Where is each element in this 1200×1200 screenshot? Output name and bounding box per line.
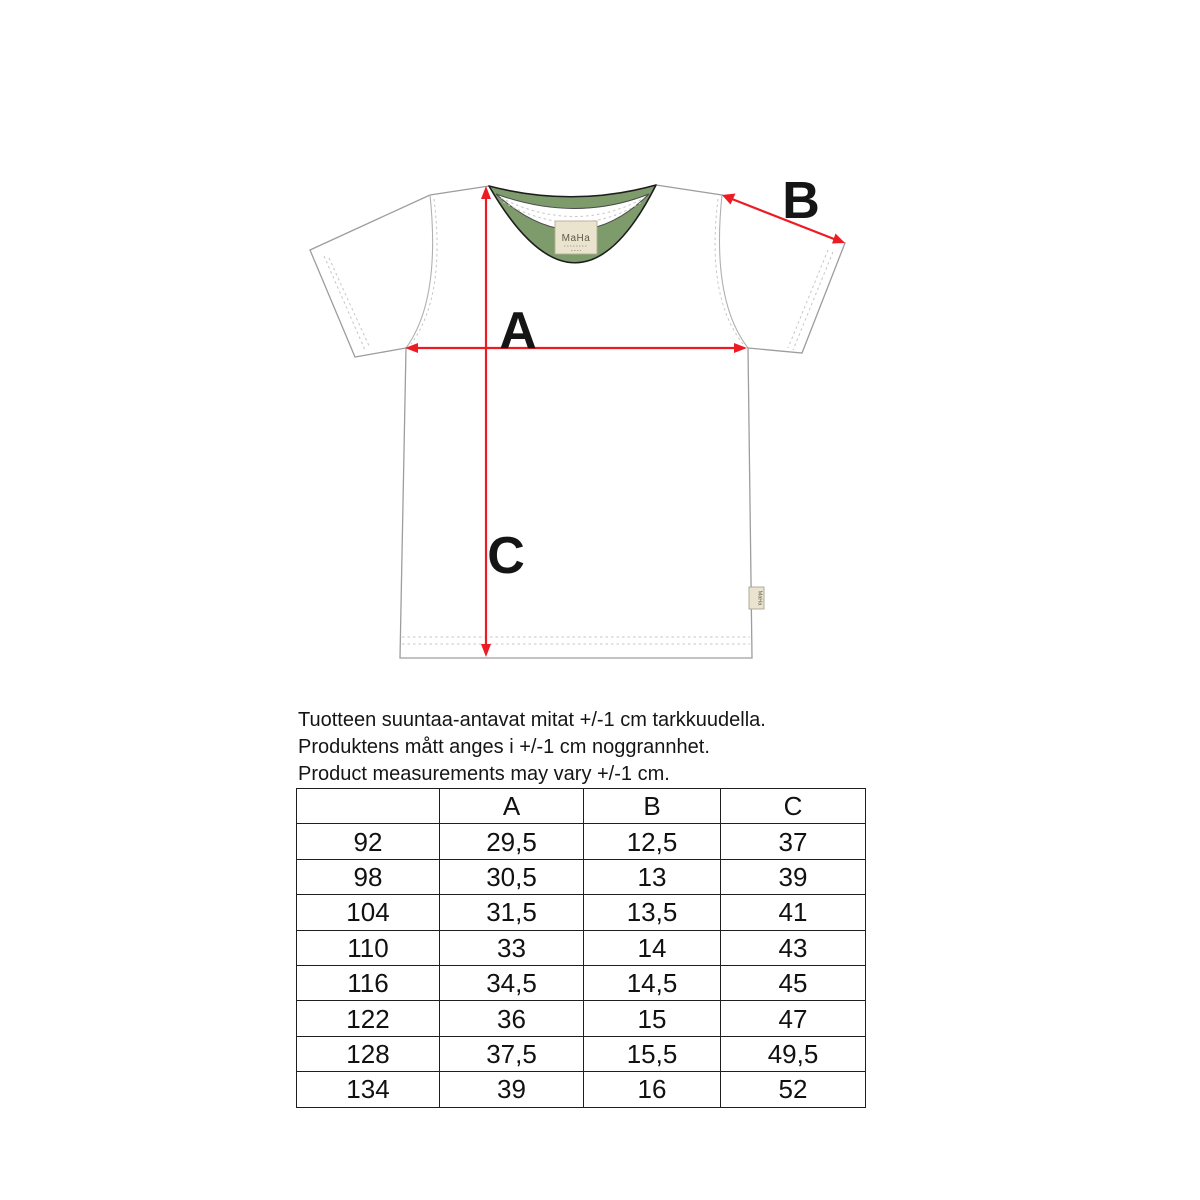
table-cell: 39	[721, 859, 866, 894]
table-cell: 14,5	[584, 965, 721, 1000]
table-cell: 41	[721, 895, 866, 930]
table-row	[297, 965, 866, 1000]
measure-label-a: A	[499, 302, 537, 360]
table-cell: 52	[721, 1072, 866, 1107]
table-cell: 14	[584, 930, 721, 965]
table-row	[297, 859, 866, 894]
table-cell: 33	[440, 930, 584, 965]
note-line-sv: Produktens mått anges i +/-1 cm noggrannhet.	[298, 736, 710, 758]
table-cell: 15,5	[584, 1036, 721, 1071]
side-tag-text: MaHa	[756, 590, 763, 606]
table-cell: 12,5	[584, 824, 721, 859]
table-cell: 37,5	[440, 1036, 584, 1071]
table-row	[297, 930, 866, 965]
table-cell: 49,5	[721, 1036, 866, 1071]
header-b: B	[584, 789, 721, 824]
table-cell: 29,5	[440, 824, 584, 859]
tshirt-drawing	[310, 185, 845, 658]
size-table-body	[297, 824, 866, 1107]
measurement-arrows	[405, 172, 845, 657]
header-c: C	[721, 789, 866, 824]
left-cuff-stitch	[324, 256, 365, 350]
size-table-header-row	[297, 789, 866, 824]
table-row	[297, 824, 866, 859]
table-row	[297, 1001, 866, 1036]
left-armhole-stitch	[411, 199, 437, 344]
table-cell: 15	[584, 1001, 721, 1036]
table-cell: 34,5	[440, 965, 584, 1000]
tshirt-body	[400, 348, 752, 658]
right-armhole-seam	[719, 195, 748, 348]
table-cell: 36	[440, 1001, 584, 1036]
left-armhole-seam	[406, 195, 433, 348]
arrowhead-c-bottom	[481, 644, 491, 657]
measure-label-c: C	[487, 527, 525, 585]
table-cell: 39	[440, 1072, 584, 1107]
arrowhead-b-right	[832, 234, 845, 244]
neck-label-text: MaHa	[561, 233, 591, 244]
header-size-column	[297, 789, 440, 824]
right-cuff-stitch	[793, 252, 833, 350]
table-cell: 110	[297, 930, 440, 965]
left-shoulder-line	[310, 186, 489, 250]
table-cell: 16	[584, 1072, 721, 1107]
left-sleeve-cuff	[310, 250, 406, 357]
measure-label-b: B	[782, 172, 820, 230]
table-cell: 134	[297, 1072, 440, 1107]
table-row	[297, 1072, 866, 1107]
neck-label	[555, 221, 597, 254]
side-tag	[749, 587, 764, 609]
right-cuff-stitch	[788, 250, 828, 348]
table-row	[297, 895, 866, 930]
table-cell: 43	[721, 930, 866, 965]
table-cell: 128	[297, 1036, 440, 1071]
table-cell: 31,5	[440, 895, 584, 930]
arrowhead-a-left	[405, 343, 418, 353]
table-cell: 13,5	[584, 895, 721, 930]
table-cell: 116	[297, 965, 440, 1000]
size-table	[296, 788, 866, 1108]
table-cell: 92	[297, 824, 440, 859]
measurement-notes	[298, 707, 766, 788]
header-a: A	[440, 789, 584, 824]
table-cell: 122	[297, 1001, 440, 1036]
table-cell: 104	[297, 895, 440, 930]
table-cell: 45	[721, 965, 866, 1000]
note-line-fi: Tuotteen suuntaa-antavat mitat +/-1 cm tarkkuudella.	[298, 709, 766, 731]
left-cuff-stitch	[329, 258, 370, 348]
table-cell: 47	[721, 1001, 866, 1036]
note-line-en: Product measurements may vary +/-1 cm.	[298, 763, 670, 785]
table-cell: 37	[721, 824, 866, 859]
right-armhole-stitch	[715, 199, 743, 344]
table-cell: 98	[297, 859, 440, 894]
table-cell: 30,5	[440, 859, 584, 894]
table-cell: 13	[584, 859, 721, 894]
table-row	[297, 1036, 866, 1071]
